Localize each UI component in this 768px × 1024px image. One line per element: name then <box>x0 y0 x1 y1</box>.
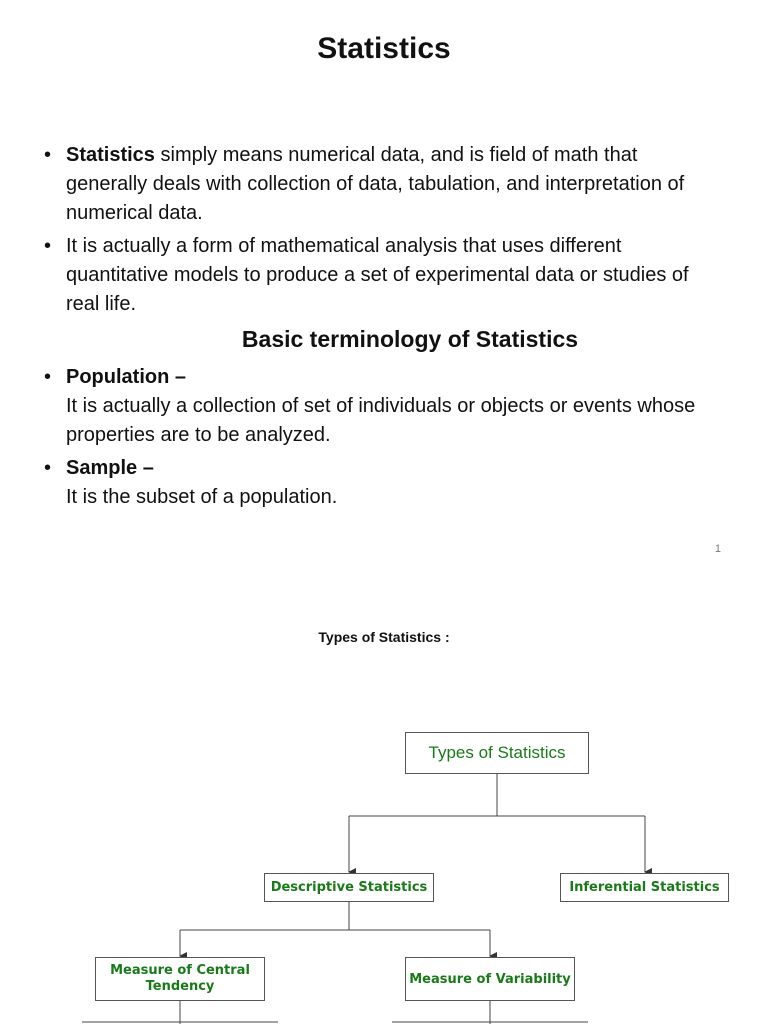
box-types-of-statistics: Types of Statistics <box>405 732 589 774</box>
bullet-dot-icon: • <box>44 235 52 257</box>
bullet-dot-icon: • <box>44 366 52 388</box>
slide-title: Statistics <box>317 32 451 65</box>
diagram-caption: Types of Statistics : <box>318 629 450 645</box>
box-inferential-statistics: Inferential Statistics <box>560 873 729 902</box>
bullet-dot-icon: • <box>44 457 52 479</box>
term-label: Population – <box>66 366 186 388</box>
bullet-bold: Statistics <box>66 144 155 166</box>
bullet-text: simply means numerical data, and is field of math that generally deals with collection of data, tabulation, and interpretation of numerical data. <box>66 144 685 224</box>
box-measure-variability: Measure of Variability <box>405 957 575 1001</box>
page-number: 1 <box>714 543 721 555</box>
sub-heading: Basic terminology of Statistics <box>241 326 579 352</box>
bullet-text: It is actually a form of mathematical analysis that uses different quantitative models to produce a set of experimental data or studies of real life. <box>66 235 689 315</box>
box-measure-central-tendency: Measure of Central Tendency <box>95 957 265 1001</box>
bullet-dot-icon: • <box>44 144 52 166</box>
box-descriptive-statistics: Descriptive Statistics <box>264 873 434 902</box>
term-label: Sample – <box>66 457 154 479</box>
term-definition: It is actually a collection of set of individuals or objects or events whose properties are to be analyzed. <box>66 395 696 446</box>
term-definition: It is the subset of a population. <box>66 486 338 508</box>
